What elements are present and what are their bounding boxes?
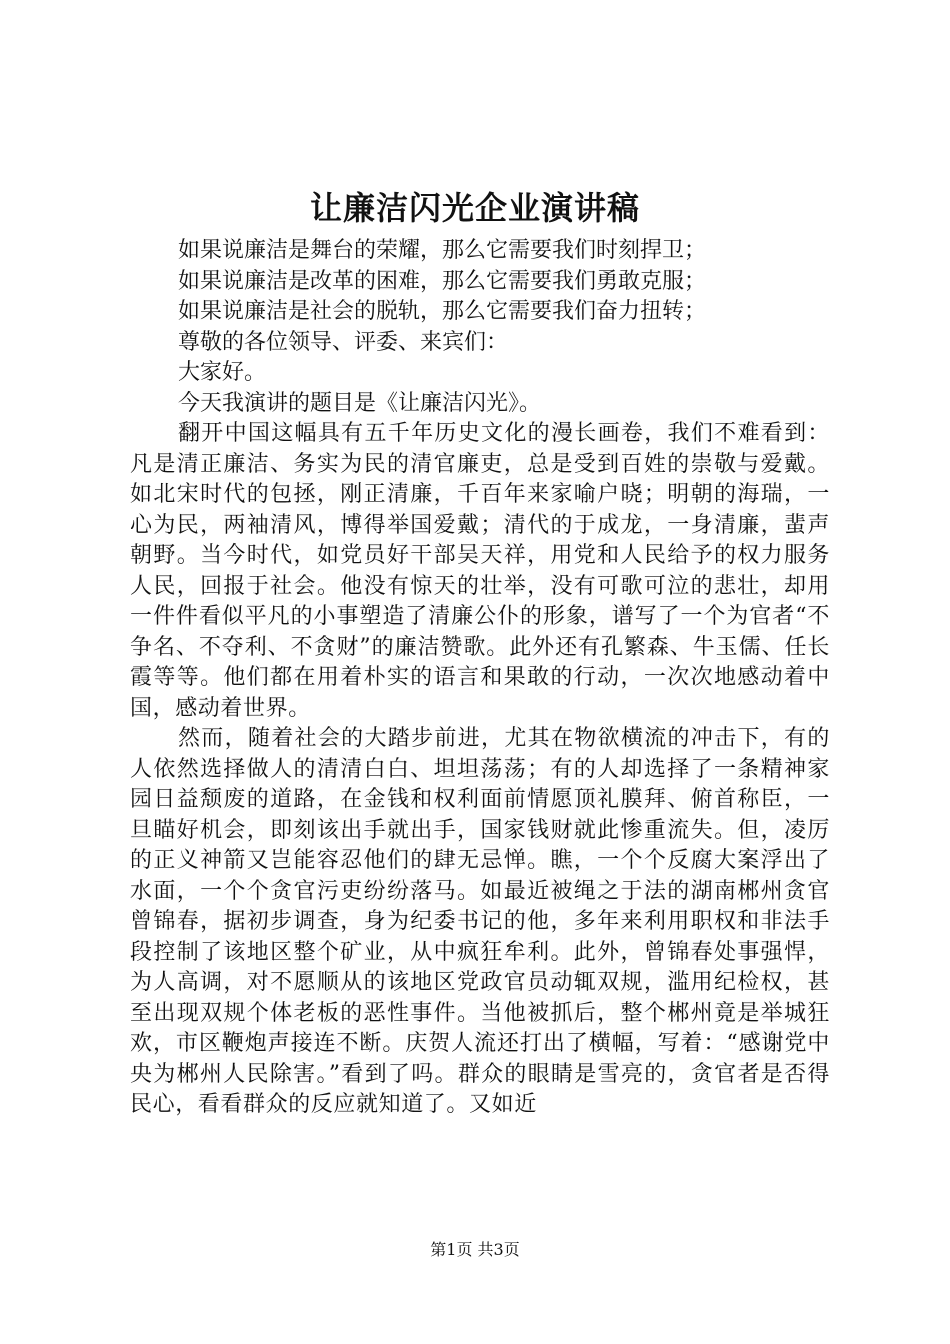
body-paragraph: 翻开中国这幅具有五千年历史文化的漫长画卷，我们不难看到：凡是清正廉洁、务实为民的清官廉吏，总是受到百姓的崇敬与爱戴。如北宋时代的包拯，刚正清廉，千百年来家喻户晓；明朝的海瑞，一心为民，两袖清风，博得举国爱戴；清代的于成龙，一身清廉，蜚声朝野。当今时代，如党员好干部吴天祥，用党和人民给予的权力服务人民，回报于社会。他没有惊天的壮举，没有可歌可泣的悲壮，却用一件件看似平凡的小事塑造了清廉公仆的形象，谱写了一个为官者“不争名、不夺利、不贪财”的廉洁赞歌。此外还有孔繁森、牛玉儒、任长霞等等。他们都在用着朴实的语言和果敢的行动，一次次地感动着中国，感动着世界。 [130,421,830,721]
speech-topic: 今天我演讲的题目是《让廉洁闪光》。 [178,390,542,416]
document-body [130,236,830,1121]
page-number-footer: 第1页 共3页 [430,1240,520,1259]
greeting: 大家好。 [178,360,267,385]
intro-line: 如果说廉洁是舞台的荣耀，那么它需要我们时刻捍卫； [178,238,707,263]
intro-line: 如果说廉洁是改革的困难，那么它需要我们勇敢克服； [178,268,707,294]
document-title: 让廉洁闪光企业演讲稿 [309,189,640,227]
intro-line: 如果说廉洁是社会的脱轨，那么它需要我们奋力扭转； [178,299,707,324]
salutation: 尊敬的各位领导、评委、来宾们： [178,329,509,355]
body-paragraph: 然而，随着社会的大踏步前进，尤其在物欲横流的冲击下，有的人依然选择做人的清清白白、坦坦荡荡；有的人却选择了一条精神家园日益颓废的道路，在金钱和权利面前情愿顶礼膜拜、俯首称臣，一旦瞄好机会，即刻该出手就出手，国家钱财就此惨重流失。但，凌厉的正义神箭又岂能容忍他们的肆无忌惮。瞧，一个个反腐大案浮出了水面，一个个贪官污吏纷纷落马。如最近被绳之于法的湖南郴州贪官曾锦春，据初步调查，身为纪委书记的他，多年来利用职权和非法手段控制了该地区整个矿业，从中疯狂牟利。此外，曾锦春处事强悍，为人高调，对不愿顺从的该地区党政官员动辄双规，滥用纪检权，甚至出现双规个体老板的恶性事件。当他被抓后，整个郴州竟是举城狂欢，市区鞭炮声接连不断。庆贺人流还打出了横幅，写着：“感谢党中央为郴州人民除害。”看到了吗。群众的眼睛是雪亮的，贪官者是否得民心，看看群众的反应就知道了。又如近 [130,726,830,1117]
